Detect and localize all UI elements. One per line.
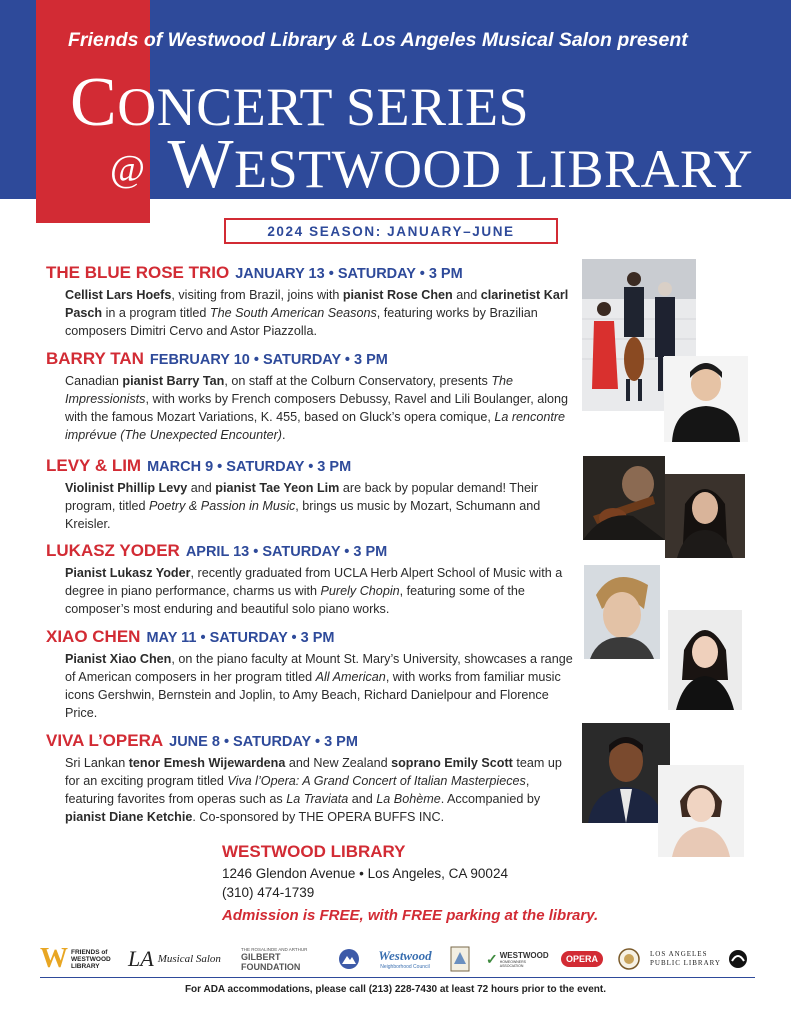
photo-phillip-levy — [583, 456, 665, 540]
event-xiao-chen — [46, 627, 576, 722]
description-segment: pianist Rose Chen — [342, 288, 453, 302]
event-name: THE BLUE ROSE TRIO — [46, 263, 230, 282]
description-segment: Sri Lankan — [65, 756, 129, 770]
description-segment: and — [348, 792, 377, 806]
description-segment: in a program titled — [102, 306, 210, 320]
description-segment: , featuring some of the composer’s most enduring and beautiful solo piano works. — [65, 584, 525, 616]
ada-notice: For ADA accommodations, please call (213) 228-7430 at least 72 hours prior to the event. — [184, 984, 607, 995]
photo-barry-tan — [664, 356, 748, 442]
description-segment: tenor Emesh Wijewardena — [128, 756, 286, 770]
event-viva-lopera — [46, 731, 576, 826]
lapl-mark-icon — [728, 949, 748, 969]
description-segment: are back by popular demand! Their program, titled — [65, 481, 538, 513]
logo-city-seal — [618, 942, 642, 976]
description-segment: pianist Tae Yeon Lim — [215, 481, 340, 495]
mountain-emblem-icon — [338, 948, 360, 970]
photo-xiao-chen — [668, 610, 742, 710]
description-segment: pianist Diane Ketchie — [65, 810, 193, 824]
description-segment: soprano Emily Scott — [391, 756, 513, 770]
logo-mountain-emblem — [338, 942, 362, 976]
venue-address: 1246 Glendon Avenue • Los Angeles, CA 90024 — [222, 866, 508, 881]
event-levy-lim — [46, 456, 576, 533]
title-initial: W — [167, 126, 235, 203]
logo-opera-buffs: OPERA — [556, 942, 608, 976]
presenters-line: Friends of Westwood Library & Los Angeles Musical Salon present — [68, 29, 688, 51]
admission-note: Admission is FREE, with FREE parking at the library. — [222, 907, 599, 924]
logo-la-musical-salon: LA Musical Salon — [128, 946, 221, 971]
description-segment: The South American Seasons — [209, 306, 377, 320]
description-segment: Purely Chopin — [320, 584, 400, 598]
description-segment: , on the piano faculty at Mount St. Mary’s University, showcases a range of American composers in her program titled — [65, 652, 573, 684]
logo-crest — [450, 942, 474, 976]
description-segment: Violinist Phillip Levy — [65, 481, 188, 495]
title-westwood-library — [110, 125, 753, 205]
event-description — [65, 286, 576, 340]
city-seal-icon — [618, 948, 640, 970]
description-segment: , featuring favorites from operas such as — [65, 774, 530, 806]
event-lukasz-yoder — [46, 541, 576, 618]
description-segment: . Accompanied by — [440, 792, 541, 806]
logo-la-public-library: LOS ANGELES PUBLIC LIBRARY — [650, 950, 721, 967]
logo-lapl-mark — [728, 942, 752, 976]
event-description — [65, 650, 576, 722]
event-description — [65, 372, 576, 444]
venue-name: WESTWOOD LIBRARY — [222, 842, 406, 861]
description-segment: and — [452, 288, 481, 302]
event-name: LUKASZ YODER — [46, 541, 180, 560]
event-name: BARRY TAN — [46, 349, 144, 368]
title-rest: ESTWOOD LIBRARY — [234, 139, 754, 199]
description-segment: . — [282, 428, 286, 442]
logo-westwood-neighborhood-council: Westwood Neighborhood Council — [378, 948, 432, 970]
title-at: @ — [110, 148, 146, 190]
description-segment: and — [187, 481, 216, 495]
description-segment: , recently graduated from UCLA Herb Alpert School of Music with a degree in piano performance, charms us with — [65, 566, 563, 598]
description-segment: , brings us music by Mozart, Schumann and Kreisler. — [65, 499, 541, 531]
event-description — [65, 564, 576, 618]
description-segment: , on staff at the Colburn Conservatory, presents — [224, 374, 492, 388]
title-initial: C — [70, 64, 118, 141]
description-segment: The Impressionists — [65, 374, 514, 406]
description-segment: clarinetist Karl Pasch — [65, 288, 569, 320]
description-segment: . Co-sponsored by THE OPERA BUFFS INC. — [192, 810, 445, 824]
event-date: MAY 11 • SATURDAY • 3 PM — [146, 630, 335, 646]
title-rest: ONCERT SERIES — [117, 77, 530, 137]
crest-icon — [450, 946, 470, 972]
event-date: JUNE 8 • SATURDAY • 3 PM — [169, 734, 358, 750]
event-name: XIAO CHEN — [46, 627, 141, 646]
description-segment: Pianist Lukasz Yoder — [65, 566, 191, 580]
sponsor-logos — [40, 942, 755, 976]
event-date: MARCH 9 • SATURDAY • 3 PM — [147, 459, 352, 475]
event-date: APRIL 13 • SATURDAY • 3 PM — [185, 544, 388, 560]
description-segment: , featuring works by Brazilian composers Dimitri Cervo and Astor Piazzolla. — [65, 306, 538, 338]
photo-emily-scott — [658, 765, 744, 857]
logo-friends-westwood-library: W FRIENDS of WESTWOOD LIBRARY — [40, 943, 111, 974]
description-segment: , with works from familiar music icons Gershwin, Bernstein and Joplin, to Amy Beach, Richard Danielpour and Florence Price. — [65, 670, 561, 720]
logo-westwood-homeowners: ✓ WESTWOOD HOMEOWNERS ASSOCIATION — [486, 950, 549, 968]
event-description — [65, 479, 576, 533]
description-segment: , visiting from Brazil, joins with — [171, 288, 343, 302]
w-letter-icon: W — [40, 943, 68, 974]
description-segment: team up for an exciting program titled — [65, 756, 562, 788]
photo-lukasz-yoder — [584, 565, 660, 659]
venue-phone: (310) 474-1739 — [222, 885, 315, 900]
description-segment: pianist Barry Tan — [122, 374, 225, 388]
event-barry-tan — [46, 349, 576, 444]
event-name: VIVA L’OPERA — [46, 731, 164, 750]
logo-gilbert-foundation: THE ROSALINDE AND ARTHUR GILBERT FOUNDATION — [241, 946, 308, 972]
event-blue-rose-trio — [46, 263, 576, 340]
photo-tae-yeon-lim — [665, 474, 745, 558]
event-date: FEBRUARY 10 • SATURDAY • 3 PM — [149, 352, 388, 368]
description-segment: Cellist Lars Hoefs — [65, 288, 172, 302]
season-box: 2024 SEASON: JANUARY–JUNE — [224, 218, 558, 244]
description-segment: and New Zealand — [285, 756, 392, 770]
description-segment: Poetry & Passion in Music — [149, 499, 296, 513]
description-segment: La Traviata — [286, 792, 349, 806]
description-segment: Viva l’Opera: A Grand Concert of Italian Masterpieces — [227, 774, 526, 788]
photo-emesh-wijewardena — [582, 723, 670, 823]
footer-rule — [40, 977, 755, 978]
event-name: LEVY & LIM — [46, 456, 142, 475]
description-segment: La Bohème — [376, 792, 441, 806]
description-segment: , with works by French composers Debussy, Ravel and Lili Boulanger, along with the famous Mozart Variations, K. 455, based on Gluck’s opera comique, — [65, 392, 569, 424]
description-segment: La rencontre imprévue (The Unexpected Encounter) — [65, 410, 566, 442]
check-w-icon: ✓ — [486, 950, 498, 967]
event-date: JANUARY 13 • SATURDAY • 3 PM — [235, 266, 463, 282]
description-segment: All American — [315, 670, 386, 684]
event-description — [65, 754, 576, 826]
description-segment: Pianist Xiao Chen — [65, 652, 172, 666]
description-segment: Canadian — [65, 374, 123, 388]
